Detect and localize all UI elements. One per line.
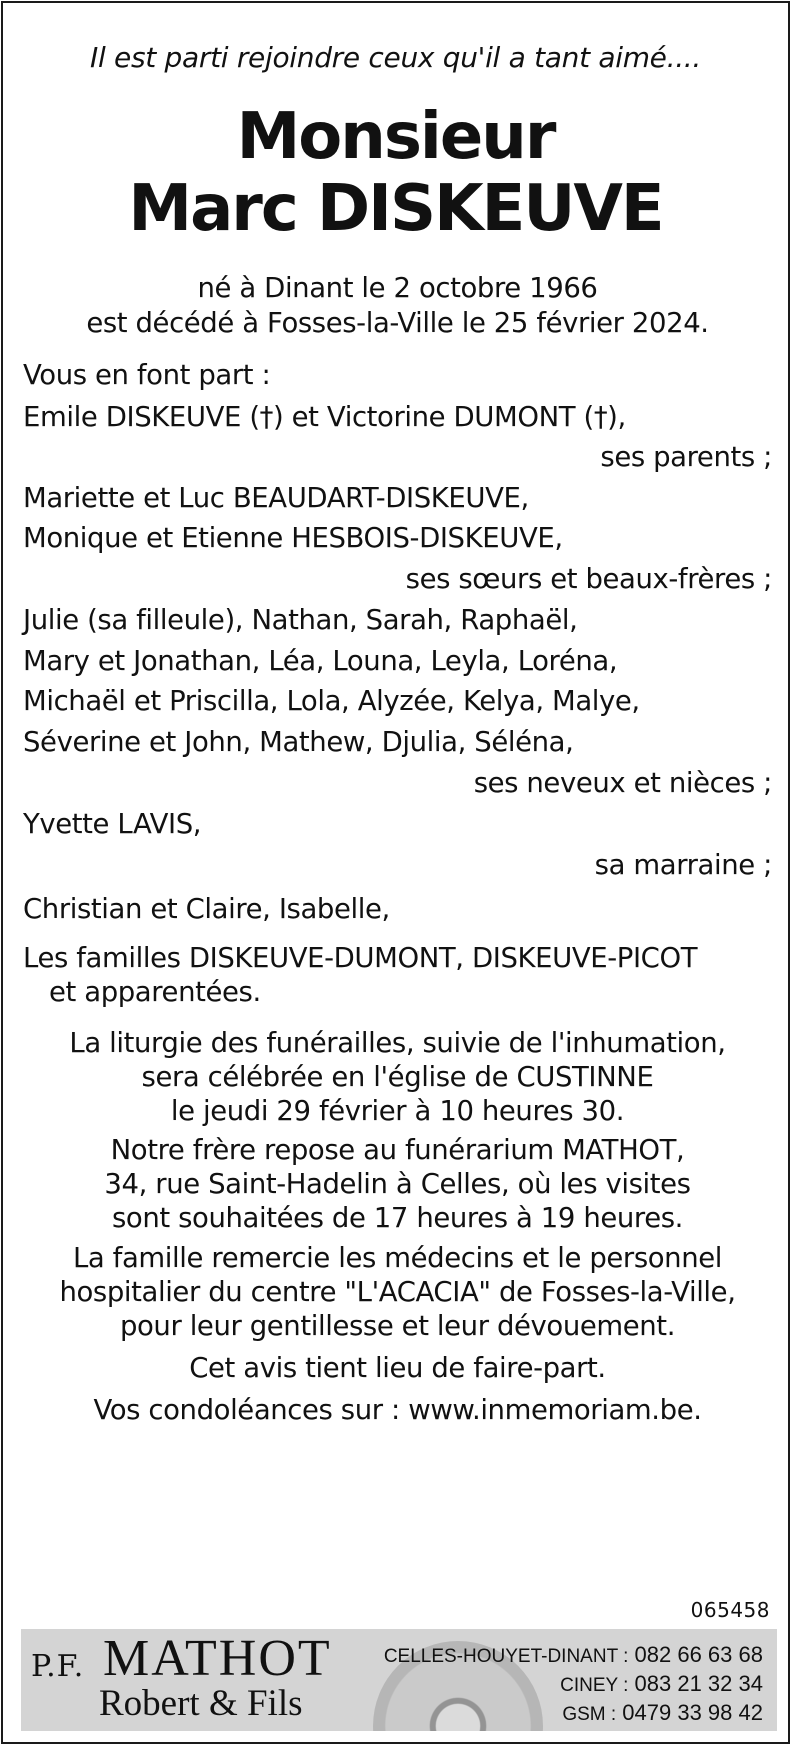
funerarium-line: Notre frère repose au funérarium MATHOT, (110, 1134, 685, 1166)
contact-phone: 0479 33 98 42 (622, 1700, 763, 1725)
nephew-line: Séverine et John, Mathew, Djulia, Séléna, (23, 726, 574, 758)
condolences-line: Vos condoléances sur : www.inmemoriam.be. (93, 1394, 702, 1426)
funerarium-line: 34, rue Saint-Hadelin à Celles, où les visites (104, 1168, 691, 1200)
godmother-name: Yvette LAVIS, (23, 808, 202, 840)
contact-row (384, 1699, 763, 1728)
families-line: et apparentées. (49, 976, 261, 1008)
sibling-line: Monique et Etienne HESBOIS-DISKEUVE, (23, 522, 563, 554)
contact-phone: 082 66 63 68 (634, 1642, 763, 1667)
nephew-line: Julie (sa filleule), Nathan, Sarah, Raphaël, (23, 604, 578, 636)
contact-label: CINEY : (560, 1675, 629, 1696)
nephew-line: Michaël et Priscilla, Lola, Alyzée, Kelya, Malye, (23, 685, 640, 717)
title: Monsieur (236, 100, 555, 174)
ceremony-line: La liturgie des funérailles, suivie de l'inhumation, (69, 1027, 726, 1059)
family-intro: Vous en font part : (23, 359, 271, 391)
funeral-home-subtitle: Robert & Fils (99, 1683, 303, 1724)
thanks-line: La famille remercie les médecins et le personnel (72, 1242, 723, 1274)
nephew-line: Mary et Jonathan, Léa, Louna, Leyla, Loréna, (23, 645, 618, 677)
funeral-home-name: MATHOT (103, 1630, 332, 1687)
funeral-home-banner (21, 1629, 777, 1731)
families-line: Les familles DISKEUVE-DUMONT, DISKEUVE-PICOT (23, 942, 698, 974)
thanks-line: hospitalier du centre "L'ACACIA" de Fosses-la-Ville, (59, 1276, 736, 1308)
nephews-label: ses neveux et nièces ; (473, 767, 772, 799)
siblings-label: ses sœurs et beaux-frères ; (405, 563, 772, 595)
funerarium-line: sont souhaitées de 17 heures à 19 heures. (111, 1202, 683, 1234)
ceremony-line: sera célébrée en l'église de CUSTINNE (141, 1061, 654, 1093)
contact-label: CELLES-HOUYET-DINANT : (383, 1646, 629, 1667)
thanks-line: pour leur gentillesse et leur dévouement. (119, 1310, 676, 1342)
birth-line: né à Dinant le 2 octobre 1966 (197, 272, 598, 304)
friends-line: Christian et Claire, Isabelle, (23, 893, 390, 925)
contact-label: GSM : (562, 1704, 617, 1725)
contact-row (384, 1641, 763, 1670)
contact-row (384, 1670, 763, 1699)
tagline: Il est parti rejoindre ceux qu'il a tant aimé.... (90, 41, 701, 74)
notice-line: Cet avis tient lieu de faire-part. (189, 1352, 606, 1384)
parents-names: Emile DISKEUVE (†) et Victorine DUMONT (†), (23, 401, 626, 433)
godmother-label: sa marraine ; (594, 849, 772, 881)
deceased-name: Marc DISKEUVE (128, 172, 663, 246)
reference-number: 065458 (690, 1598, 770, 1622)
death-line: est décédé à Fosses-la-Ville le 25 février 2024. (86, 307, 709, 339)
contact-phone: 083 21 32 34 (634, 1671, 763, 1696)
contact-list (384, 1641, 763, 1728)
funeral-home-prefix: P.F. (31, 1649, 85, 1684)
obituary-notice (1, 1, 790, 1744)
ceremony-line: le jeudi 29 février à 10 heures 30. (170, 1095, 625, 1127)
sibling-line: Mariette et Luc BEAUDART-DISKEUVE, (23, 482, 529, 514)
parents-label: ses parents ; (600, 441, 772, 473)
